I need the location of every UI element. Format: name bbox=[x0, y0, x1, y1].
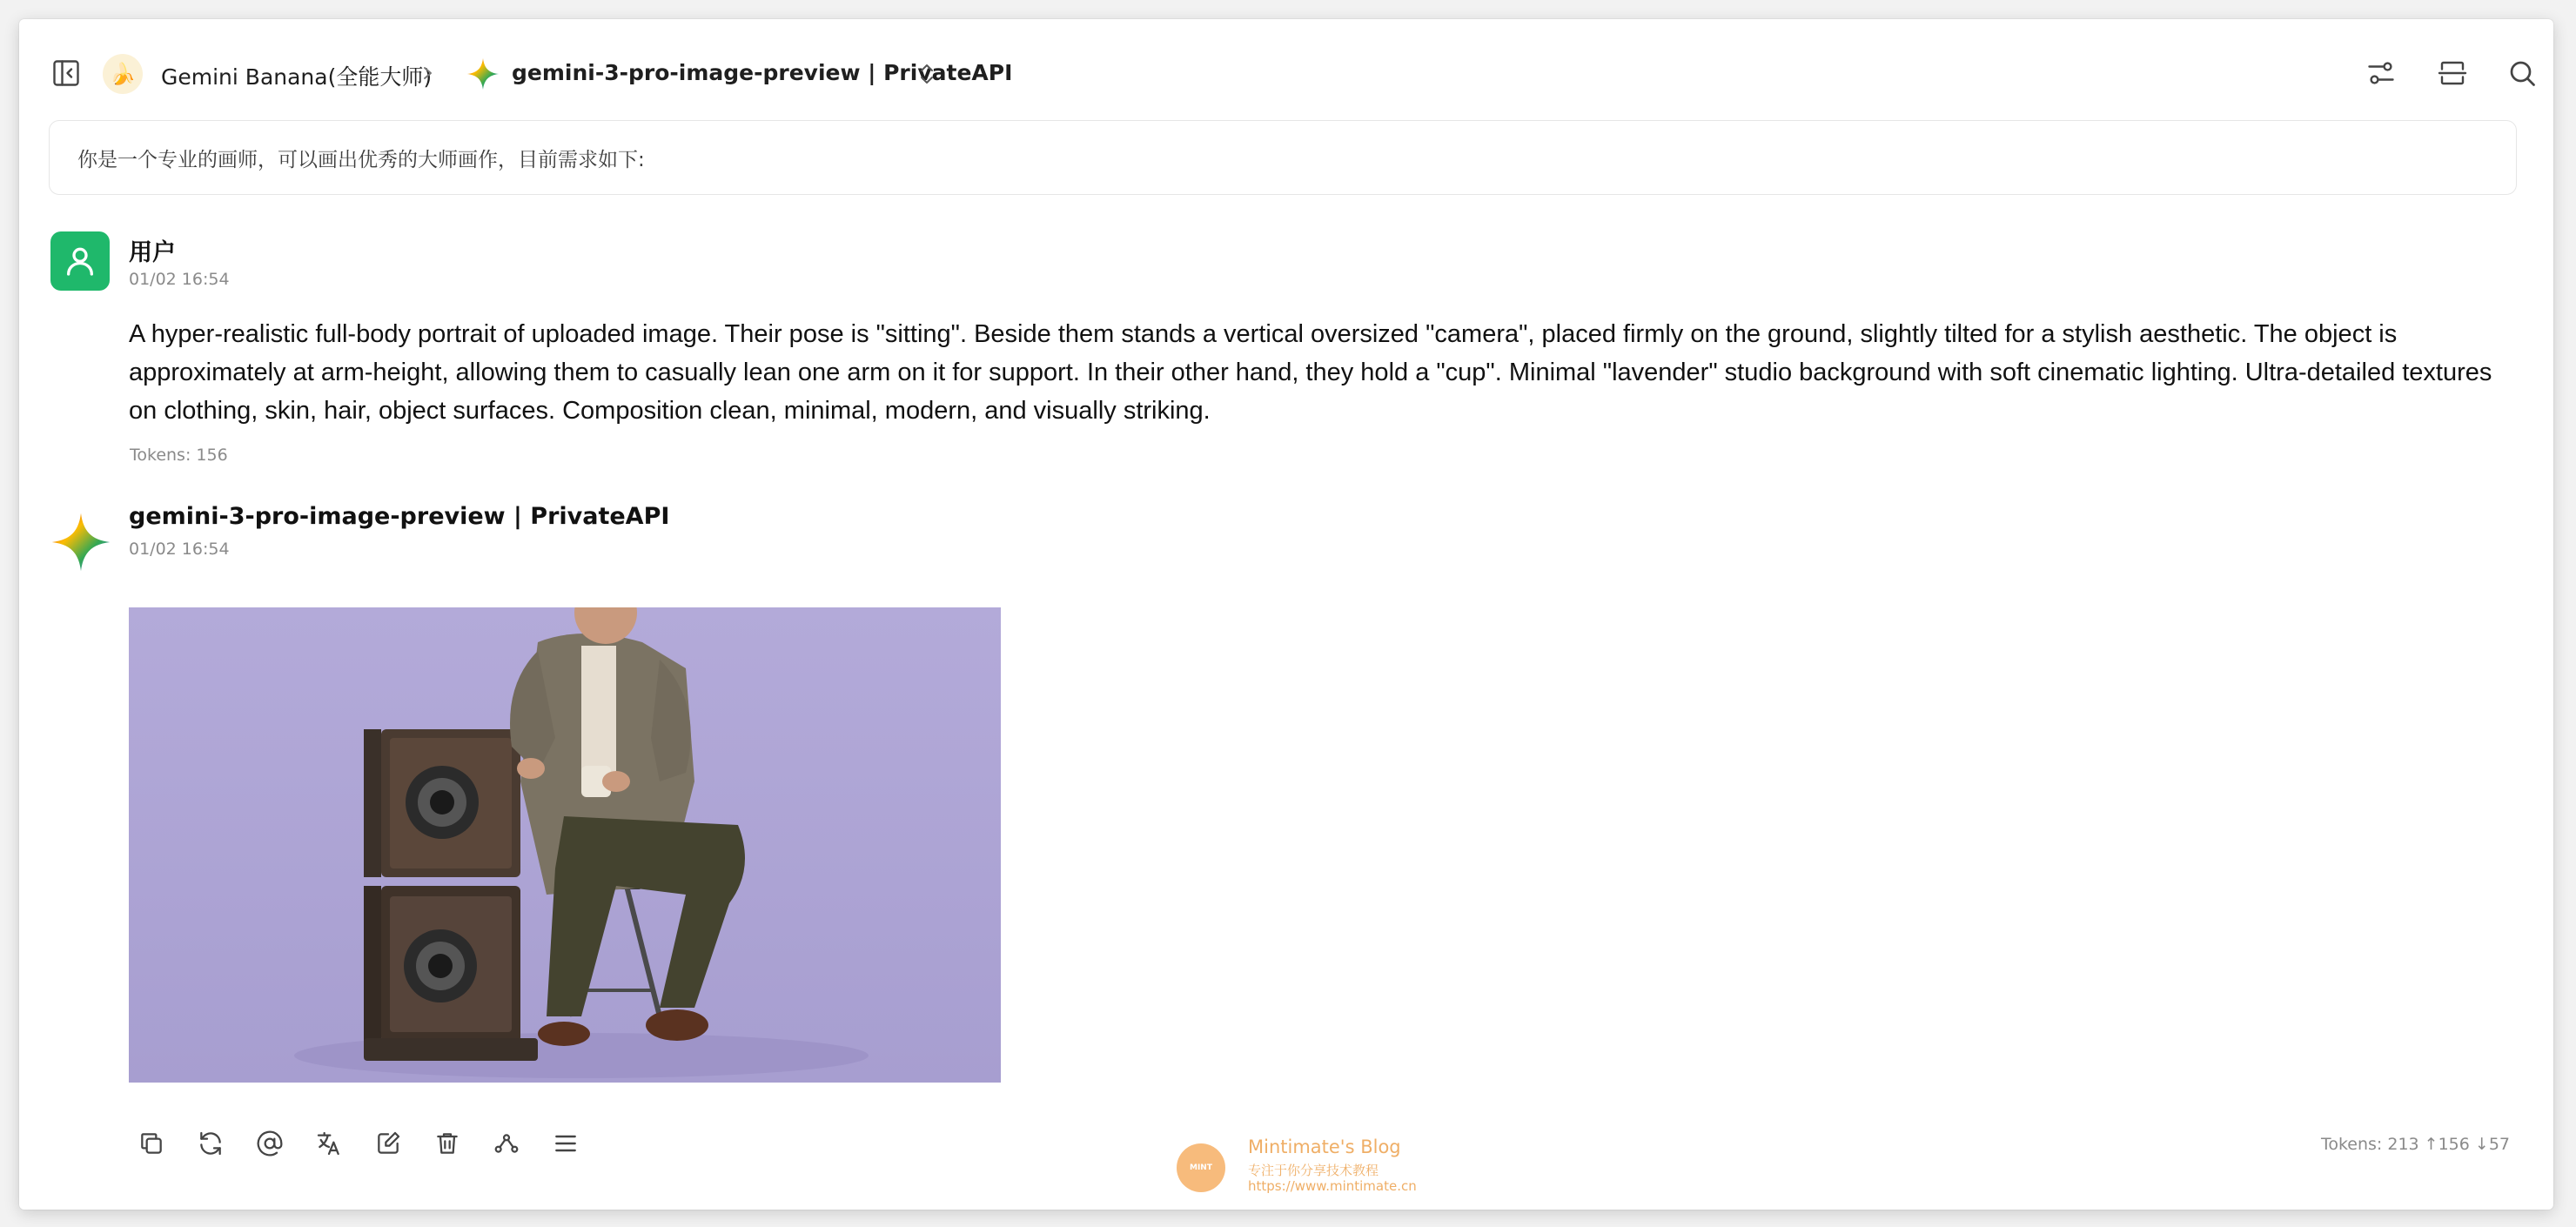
generated-image-illustration bbox=[129, 607, 1001, 1083]
assistant-author: gemini-3-pro-image-preview | PrivateAPI bbox=[129, 503, 670, 530]
copy-icon[interactable] bbox=[132, 1124, 171, 1163]
user-author: 用户 bbox=[129, 239, 176, 266]
chat-header bbox=[19, 19, 2553, 113]
edit-icon[interactable] bbox=[369, 1124, 407, 1163]
generated-image[interactable] bbox=[129, 607, 1001, 1083]
assistant-avatar[interactable]: 🍌 bbox=[103, 54, 143, 94]
watermark-subtitle: 专注于你分享技术教程 bbox=[1248, 1163, 1379, 1178]
watermark bbox=[1164, 1130, 1443, 1201]
assistant-name[interactable]: Gemini Banana(全能大师) bbox=[161, 64, 433, 90]
expand-icon[interactable] bbox=[2433, 54, 2472, 92]
user-message-time: 01/02 16:54 bbox=[129, 270, 230, 289]
delete-icon[interactable] bbox=[428, 1124, 466, 1163]
chevron-right-icon bbox=[418, 59, 439, 87]
assistant-token-stats: Tokens: 213 ↑156 ↓57 bbox=[2320, 1135, 2510, 1154]
gemini-avatar-icon bbox=[50, 512, 111, 573]
model-name[interactable]: gemini-3-pro-image-preview | PrivateAPI bbox=[512, 60, 1013, 85]
user-icon bbox=[63, 244, 97, 278]
message-action-bar bbox=[132, 1124, 585, 1166]
watermark-url: https://www.mintimate.cn bbox=[1248, 1178, 1417, 1194]
user-message-text: A hyper-realistic full-body portrait of uploaded image. Their pose is "sitting". Beside them stands a vertical oversized "camera", placed firmly on the ground, slightly tilted for a stylish aesthetic. The object is approximately at arm-height, allowing them to casually lean one arm on it for support. In their other hand, they hold a "cup". Minimal "lavender" studio background with soft cinematic lighting. Ultra-detailed textures on clothing, skin, hair, object surfaces. Composition clean, minimal, modern, and visually striking. bbox=[129, 320, 2492, 425]
user-avatar bbox=[50, 231, 110, 291]
menu-icon[interactable] bbox=[547, 1124, 585, 1163]
sidebar-toggle-icon[interactable] bbox=[47, 54, 85, 92]
assistant-message-time: 01/02 16:54 bbox=[129, 540, 230, 559]
gemini-star-icon bbox=[466, 57, 500, 91]
regenerate-icon[interactable] bbox=[191, 1124, 230, 1163]
user-message-tokens: Tokens: 156 bbox=[130, 446, 228, 465]
watermark-title: Mintimate's Blog bbox=[1248, 1136, 1401, 1157]
translate-icon[interactable] bbox=[310, 1124, 348, 1163]
branch-icon[interactable] bbox=[487, 1124, 526, 1163]
search-icon[interactable] bbox=[2503, 54, 2541, 92]
mention-icon[interactable] bbox=[251, 1124, 289, 1163]
chevron-updown-icon[interactable] bbox=[916, 59, 938, 89]
settings-sliders-icon[interactable] bbox=[2362, 54, 2400, 92]
system-prompt[interactable]: 你是一个专业的画师，可以画出优秀的大师画作，目前需求如下: bbox=[49, 120, 2517, 195]
chat-window bbox=[19, 19, 2553, 1210]
watermark-logo: MINT bbox=[1177, 1143, 1225, 1192]
